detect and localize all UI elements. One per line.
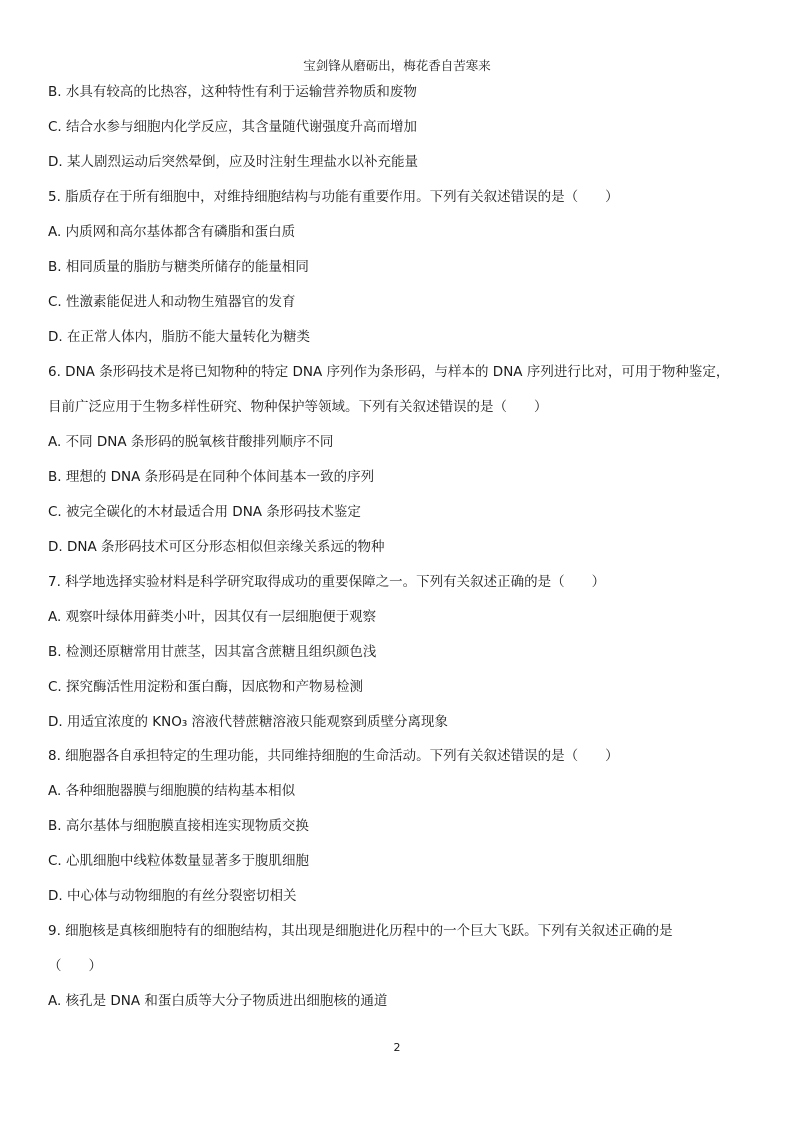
question-9-line-1: 9. 细胞核是真核细胞特有的细胞结构，其出现是细胞进化历程中的一个巨大飞跃。下列有关叙述正确的是 [48,923,673,939]
option-a-q5: A. 内质网和高尔基体都含有磷脂和蛋白质 [48,224,296,240]
page-number: 2 [393,1041,401,1054]
option-c-q7: C. 探究酶活性用淀粉和蛋白酶，因底物和产物易检测 [48,679,364,695]
option-a-q8: A. 各种细胞器膜与细胞膜的结构基本相似 [48,783,296,799]
option-d-q5: D. 在正常人体内，脂肪不能大量转化为糖类 [48,329,310,345]
option-a-q6: A. 不同 DNA 条形码的脱氧核苷酸排列顺序不同 [48,434,334,450]
question-5: 5. 脂质存在于所有细胞中，对维持细胞结构与功能有重要作用。下列有关叙述错误的是（ ） [48,189,619,205]
question-8: 8. 细胞器各自承担特定的生理功能，共同维持细胞的生命活动。下列有关叙述错误的是（ ） [48,748,619,764]
header-slogan: 宝剑锋从磨砺出，梅花香自苦寒来 [303,58,491,73]
question-7: 7. 科学地选择实验材料是科学研究取得成功的重要保障之一。下列有关叙述正确的是（ ） [48,574,606,590]
option-b-q7: B. 检测还原糖常用甘蔗茎，因其富含蔗糖且组织颜色浅 [48,644,377,660]
option-b-q8: B. 高尔基体与细胞膜直接相连实现物质交换 [48,818,309,834]
question-6-line-1: 6. DNA 条形码技术是将已知物种的特定 DNA 序列作为条形码，与样本的 DNA 序列进行比对，可用于物种鉴定， [48,364,730,380]
option-c-q4: C. 结合水参与细胞内化学反应，其含量随代谢强度升高而增加 [48,119,418,135]
option-d-q4: D. 某人剧烈运动后突然晕倒，应及时注射生理盐水以补充能量 [48,154,418,170]
option-a-q9: A. 核孔是 DNA 和蛋白质等大分子物质进出细胞核的通道 [48,993,388,1009]
question-9-line-2: （ ） [48,958,102,974]
option-c-q6: C. 被完全碳化的木材最适合用 DNA 条形码技术鉴定 [48,504,361,520]
option-b-q4: B. 水具有较高的比热容，这种特性有利于运输营养物质和废物 [48,84,417,100]
option-b-q5: B. 相同质量的脂肪与糖类所储存的能量相同 [48,259,309,275]
option-b-q6: B. 理想的 DNA 条形码是在同种个体间基本一致的序列 [48,469,375,485]
option-d-q6: D. DNA 条形码技术可区分形态相似但亲缘关系远的物种 [48,539,385,555]
option-a-q7: A. 观察叶绿体用藓类小叶，因其仅有一层细胞便于观察 [48,609,377,625]
option-c-q8: C. 心肌细胞中线粒体数量显著多于腹肌细胞 [48,853,310,869]
option-d-q8: D. 中心体与动物细胞的有丝分裂密切相关 [48,888,297,904]
option-d-q7: D. 用适宜浓度的 KNO₃ 溶液代替蔗糖溶液只能观察到质壁分离现象 [48,714,449,730]
question-6-line-2: 目前广泛应用于生物多样性研究、物种保护等领域。下列有关叙述错误的是（ ） [48,399,548,415]
option-c-q5: C. 性激素能促进人和动物生殖器官的发育 [48,294,296,310]
